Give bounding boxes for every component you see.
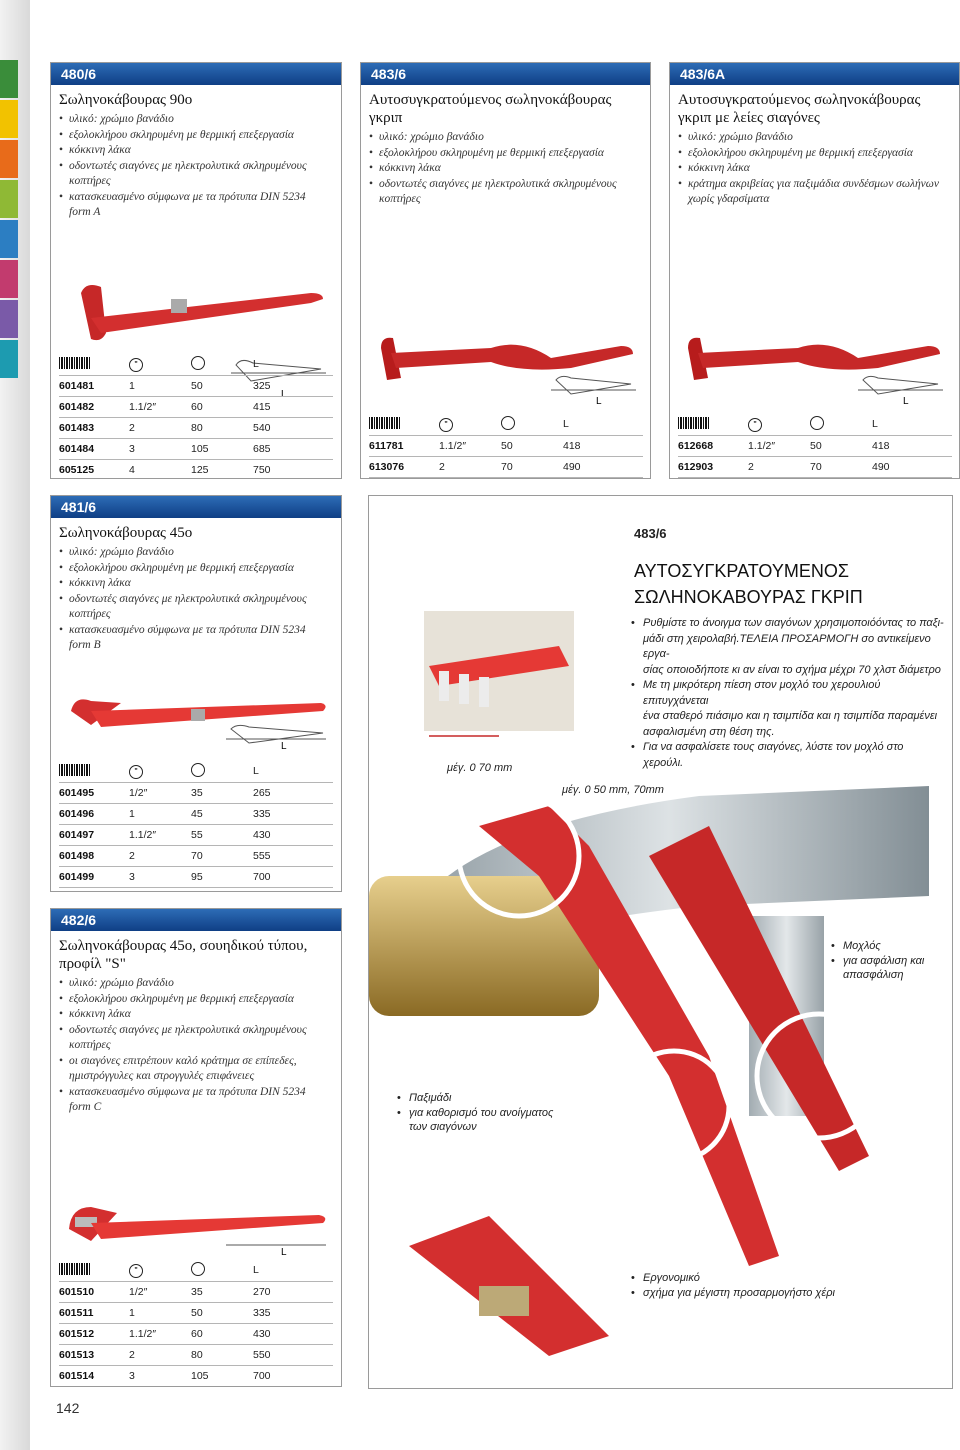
table-cell: 60 [191,1324,253,1345]
header-cell [59,1259,129,1282]
feature-item: • κράτημα ακριβείας για παξιμάδια συνδέσμων σωλήνων [678,177,951,193]
table-cell: 265 [253,783,333,804]
feature-item: • κόκκινη λάκα [678,161,951,177]
header-cell [678,413,748,436]
color-tab [0,100,18,138]
table-cell: 55 [191,825,253,846]
header-cell [191,353,253,376]
feature-list [59,545,333,654]
table-cell: 50 [501,436,563,457]
table-row [59,867,333,888]
callout-line: των σιαγόνων [409,1121,477,1133]
barcode-icon [59,357,91,369]
color-tab [0,340,18,378]
table-cell: 601495 [59,783,129,804]
table-cell: 335 [253,804,333,825]
barcode-icon [59,1263,91,1275]
table-cell: 601512 [59,1324,129,1345]
feature-item: • κόκκινη λάκα [59,143,333,159]
header-cell [129,760,191,783]
lever-callout [831,939,949,983]
max-diameter-icon [191,1262,205,1276]
table-cell: 50 [191,1303,253,1324]
feature-item: form B [69,639,101,651]
color-tab-strip [0,60,18,380]
feature-list [369,130,642,208]
table-cell: 601497 [59,825,129,846]
table-row [59,1366,333,1387]
table-cell: 601483 [59,418,129,439]
table-cell: 601514 [59,1366,129,1387]
header-cell [369,413,439,436]
table-cell: 125 [191,460,253,480]
max-diameter-icon [191,356,205,370]
max-diameter-icon [191,763,205,777]
table-header-row [59,760,333,783]
table-cell: 1/2″ [129,783,191,804]
feature-item: • εξολοκλήρου σκληρυμένη με θερμική επεξεργασία [369,146,642,162]
callout-line: • Εργονομικό [631,1272,700,1284]
table-cell: 3 [129,439,191,460]
nut-callout [397,1091,567,1135]
feature-item: • κόκκινη λάκα [59,576,333,592]
table-cell: 70 [191,846,253,867]
table-row [59,783,333,804]
table-cell: 1.1/2″ [748,436,810,457]
callout-line: • για καθορισμό του ανοίγματος [397,1106,554,1119]
promo-title [634,558,863,610]
spec-table [59,1259,333,1387]
table-header-row [678,413,952,436]
barcode-icon [59,764,91,776]
feature-item: • υλικό: χρώμιο βανάδιο [369,130,642,146]
header-cell [501,413,563,436]
header-cell [810,413,872,436]
header-cell: L [872,413,952,436]
table-cell: 80 [191,418,253,439]
color-tab [0,60,18,98]
table-row [369,436,643,457]
table-cell: 550 [253,1345,333,1366]
feature-item: • κόκκινη λάκα [369,161,642,177]
table-cell: 612903 [678,457,748,478]
section-481-6 [50,495,342,892]
callout-line: • για ασφάλιση και [831,954,925,967]
table-cell: 335 [253,1303,333,1324]
table-cell: 45 [191,804,253,825]
table-cell: 601510 [59,1282,129,1303]
table-cell: 750 [253,460,333,480]
pipe-size-icon: " [748,418,762,432]
spec-table [678,413,952,478]
header-cell [191,1259,253,1282]
callout-line: • σχήμα για μέγιστη προσαρμογήστο χέρι [631,1286,835,1299]
feature-item: form A [69,206,101,218]
callout-line: • Μοχλός [831,940,881,952]
pipe-size-icon: " [439,418,453,432]
feature-item: • κατασκευασμένο σύμφωνα με τα πρότυπα DIN 5234 [59,623,333,639]
table-cell: 35 [191,1282,253,1303]
spec-table [59,760,333,888]
table-row [59,846,333,867]
feature-item: ημιστρόγγυλες και στρογγυλές επιφάνειες [69,1070,255,1082]
header-cell [191,760,253,783]
table-cell: 105 [191,1366,253,1387]
table-cell: 540 [253,418,333,439]
section-title: Σωληνοκάβουρας 90ο [59,92,193,108]
section-title: Αυτοσυγκρατούμενος σωληνοκάβουρας γκριπ με λείες σιαγόνες [678,92,921,126]
barcode-icon [369,417,401,429]
feature-item: • εξολοκλήρου σκληρυμένη με θερμική επεξεργασία [59,561,333,577]
table-cell: 4 [129,460,191,480]
table-cell: 555 [253,846,333,867]
table-cell: 2 [748,457,810,478]
header-cell [439,413,501,436]
table-cell: 601481 [59,376,129,397]
table-cell: 601499 [59,867,129,888]
color-tab [0,300,18,338]
table-header-row [369,413,643,436]
max-diameter-icon [810,416,824,430]
table-cell: 1/2″ [129,1282,191,1303]
header-cell [129,1259,191,1282]
table-row [59,825,333,846]
table-row [59,1324,333,1345]
table-cell: 601498 [59,846,129,867]
grip-wrench-image [371,328,646,408]
table-cell: 325 [253,376,333,397]
feature-item: κοπτήρες [69,608,111,620]
color-tab [0,260,18,298]
section-480-6 [50,62,342,479]
section-483-6 [360,62,651,479]
table-row [678,436,952,457]
table-cell: 1.1/2″ [129,825,191,846]
table-cell: 1 [129,376,191,397]
promo-bullets [631,616,946,771]
feature-item: • οδοντωτές σιαγόνες με ηλεκτρολυτικά σκληρυμένους [59,592,333,608]
feature-item: • οδοντωτές σιαγόνες με ηλεκτρολυτικά σκληρυμένους [369,177,642,193]
page-number: 142 [56,1400,80,1416]
feature-item: • οι σιαγόνες επιτρέπουν καλό κράτημα σε επίπεδες, [59,1054,333,1070]
feature-item: • οδοντωτές σιαγόνες με ηλεκτρολυτικά σκληρυμένους [59,159,333,175]
table-cell: 50 [191,376,253,397]
header-cell: L [253,353,333,376]
table-row [59,397,333,418]
section-code: 483/6 [361,63,650,85]
table-row [59,418,333,439]
table-cell: 270 [253,1282,333,1303]
section-code: 483/6A [670,63,959,85]
table-cell: 430 [253,825,333,846]
feature-item: • υλικό: χρώμιο βανάδιο [59,112,333,128]
feature-item: κοπτήρες [69,1039,111,1051]
feature-item: • εξολοκλήρου σκληρυμένη με θερμική επεξεργασία [59,128,333,144]
svg-text:L: L [281,389,287,400]
table-cell: 105 [191,439,253,460]
promo-bullet-line: • Ρυθμίστε το άνοιγμα των σιαγόνων χρησιμοποιόόντας το παξι- [631,617,944,629]
feature-item: χωρίς γδαρσίματα [688,193,770,205]
pipe-size-icon: " [129,765,143,779]
table-header-row [59,353,333,376]
table-row [678,457,952,478]
header-cell [748,413,810,436]
promo-panel [368,495,953,1389]
table-row [59,1345,333,1366]
table-cell: 1 [129,804,191,825]
table-cell: 418 [872,436,952,457]
feature-item: • υλικό: χρώμιο βανάδιο [59,976,333,992]
promo-bullet-line: μάδι στη χειρολαβή.ΤΕΛΕΙΑ ΠΡΟΣΑΡΜΟΓΗ σο αντικείμενο εργα- [643,632,931,660]
table-cell: 601513 [59,1345,129,1366]
table-row [59,1282,333,1303]
color-tab [0,140,18,178]
table-row [59,1303,333,1324]
table-cell: 1 [129,1303,191,1324]
table-cell: 601511 [59,1303,129,1324]
table-cell: 60 [191,397,253,418]
section-title: Αυτοσυγκρατούμενος σωληνοκάβουρας γκριπ [369,92,612,126]
svg-text:L: L [281,1247,287,1258]
table-cell: 685 [253,439,333,460]
header-cell: L [253,1259,333,1282]
feature-item: • υλικό: χρώμιο βανάδιο [678,130,951,146]
table-cell: 605125 [59,460,129,480]
table-cell: 2 [129,846,191,867]
feature-list [678,130,951,208]
pipe-wrench-45-image [61,681,336,751]
promo-bullet-line: ένα σταθερό πιάσιμο και η τσιμπίδα και η τσιμπίδα παραμένει [643,710,938,722]
promo-title-line: ΣΩΛΗΝΟΚΑΒΟΥΡΑΣ ΓΚΡΙΠ [634,587,863,607]
table-row [59,804,333,825]
table-cell: 3 [129,867,191,888]
feature-item: • εξολοκλήρου σκληρυμένη με θερμική επεξεργασία [678,146,951,162]
barcode-icon [678,417,710,429]
table-cell: 3 [129,1366,191,1387]
color-tab [0,180,18,218]
table-cell: 35 [191,783,253,804]
svg-text:L: L [281,741,287,751]
section-code: 480/6 [51,63,341,85]
table-cell: 1.1/2″ [129,397,191,418]
promo-title-line: ΑΥΤΟΣΥΓΚΡΑΤΟΥΜΕΝΟΣ [634,561,849,581]
max-70-label: μέγ. 0 70 mm [447,762,513,774]
table-cell: 700 [253,1366,333,1387]
section-title: Σωληνοκάβουρας 45ο, σουηδικού τύπου, προφίλ "S" [59,938,308,972]
max-diameter-icon [501,416,515,430]
pipe-size-icon: " [129,1264,143,1278]
table-row [369,457,643,478]
table-row [59,376,333,397]
feature-list [59,112,333,221]
promo-bullet-line: σίας οποιοδήποτε κι αν είναι το σχήμα μέχρι 70 χλστ διάμετρο [643,663,941,676]
header-cell [59,353,129,376]
section-code: 482/6 [51,909,341,931]
feature-item: form C [69,1101,102,1113]
feature-item: • υλικό: χρώμιο βανάδιο [59,545,333,561]
table-cell: 95 [191,867,253,888]
table-cell: 70 [810,457,872,478]
table-cell: 70 [501,457,563,478]
promo-bullet-line: • Με τη μικρότερη πίεση στον μοχλό του χερουλιού επιτυγχάνεται [631,679,881,707]
table-row [59,460,333,480]
table-cell: 2 [129,418,191,439]
table-cell: 611781 [369,436,439,457]
table-cell: 601484 [59,439,129,460]
callout-line: απασφάλιση [843,969,904,981]
feature-item: κοπτήρες [379,193,421,205]
feature-item: • οδοντωτές σιαγόνες με ηλεκτρολυτικά σκληρυμένους [59,1023,333,1039]
table-cell: 601496 [59,804,129,825]
feature-item: • κατασκευασμένο σύμφωνα με τα πρότυπα DIN 5234 [59,1085,333,1101]
table-cell: 601482 [59,397,129,418]
table-cell: 2 [439,457,501,478]
section-title: Σωληνοκάβουρας 45ο [59,525,193,541]
promo-code: 483/6 [634,526,667,541]
table-header-row [59,1259,333,1282]
max-50-label: μέγ. 0 50 mm, 70mm [562,784,664,796]
table-cell: 612668 [678,436,748,457]
table-cell: 2 [129,1345,191,1366]
header-cell: L [563,413,643,436]
feature-item: • κόκκινη λάκα [59,1007,333,1023]
section-482-6 [50,908,342,1387]
table-cell: 415 [253,397,333,418]
ergo-callout [631,1271,931,1300]
spec-table [59,353,333,479]
promo-bullet-line: ασφαλισμένη στη θέση της. [643,725,775,738]
header-cell [59,760,129,783]
table-cell: 418 [563,436,643,457]
pipe-size-icon: " [129,358,143,372]
table-cell: 613076 [369,457,439,478]
svg-text:L: L [596,396,602,407]
promo-bullet-line: • Για να ασφαλίσετε τους σιαγόνες, λύστε τον μοχλό στο χερούλι. [631,741,904,769]
table-cell: 80 [191,1345,253,1366]
feature-item: κοπτήρες [69,175,111,187]
grip-wrench-smooth-image [678,328,953,408]
table-cell: 490 [872,457,952,478]
feature-item: • κατασκευασμένο σύμφωνα με τα πρότυπα DIN 5234 [59,190,333,206]
section-483-6a [669,62,960,479]
svg-text:L: L [903,396,909,407]
table-row [59,439,333,460]
table-cell: 430 [253,1324,333,1345]
feature-item: • εξολοκλήρου σκληρυμένη με θερμική επεξεργασία [59,992,333,1008]
table-cell: 700 [253,867,333,888]
color-tab [0,220,18,258]
spec-table [369,413,643,478]
swedish-wrench-image [61,1189,336,1259]
table-cell: 50 [810,436,872,457]
table-cell: 490 [563,457,643,478]
header-cell [129,353,191,376]
header-cell: L [253,760,333,783]
table-cell: 1.1/2″ [439,436,501,457]
callout-line: • Παξιμάδι [397,1092,452,1104]
section-code: 481/6 [51,496,341,518]
table-cell: 1.1/2″ [129,1324,191,1345]
feature-list [59,976,333,1116]
